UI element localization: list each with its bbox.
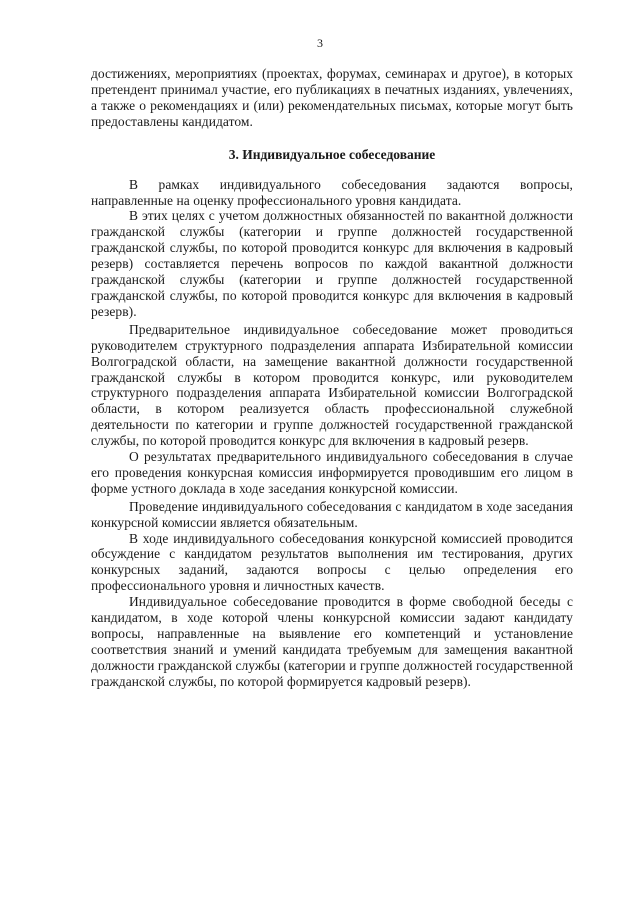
paragraph-6: В ходе индивидуального собеседования конкурсной комиссией проводится обсуждение с кандидатом результатов выполнения им тестирования, других конкурсных заданий, задаются вопросы с целью определения его профессионального уровня и личностных качеств.: [91, 530, 573, 594]
paragraph-2: В этих целях с учетом должностных обязанностей по вакантной должности гражданской службы (категории и группе должностей государственной гражданской службы, по которой проводится конкурс для включения в кадровый резерв) составляется перечень вопросов по каждой вакантной должности гражданской службы (категории и группе должностей государственной гражданской службы, по которой проводится конкурс для включения в кадровый резерв).: [91, 208, 573, 319]
paragraph-1: В рамках индивидуального собеседования задаются вопросы, направленные на оценку профессионального уровня кандидата.: [91, 176, 573, 208]
intro-paragraph: достижениях, мероприятиях (проектах, форумах, семинарах и другое), в которых претендент принимал участие, его публикациях в печатных изданиях, увлечениях, а также о рекомендациях и (или) рекомендательных письмах, которые могут быть предоставлены кандидатом.: [91, 66, 573, 129]
section-heading: 3. Индивидуальное собеседование: [228, 146, 436, 162]
document-body: [91, 66, 573, 690]
paragraph-7: Индивидуальное собеседование проводится в форме свободной беседы с кандидатом, в ходе которой члены конкурсной комиссии задают кандидату вопросы, направленные на выявление его компетенций и установление соответствия знаний и умений кандидата требуемым для замещения вакантной должности гражданской службы (категории и группе должностей государственной гражданской службы, по которой формируется кадровый резерв).: [91, 594, 573, 689]
paragraph-3: Предварительное индивидуальное собеседование может проводиться руководителем структурного подразделения аппарата Избирательной комиссии Волгоградской области, на замещение вакантной должности государственной гражданской службы в котором проводится конкурс, или руководителем структурного подразделения аппарата Избирательной комиссии Волгоградской области, в котором реализуется область профессиональной служебной деятельности по категории и группе должностей государственной гражданской службы, по которой проводится конкурс для включения в кадровый резерв.: [91, 321, 573, 449]
page-number: 3: [317, 36, 323, 50]
paragraph-4: О результатах предварительного индивидуального собеседования в случае его проведения конкурсная комиссия информируется проводившим его лицом в форме устного доклада в ходе заседания конкурсной комиссии.: [91, 449, 573, 496]
paragraph-5: Проведение индивидуального собеседования с кандидатом в ходе заседания конкурсной комиссии является обязательным.: [91, 498, 573, 530]
